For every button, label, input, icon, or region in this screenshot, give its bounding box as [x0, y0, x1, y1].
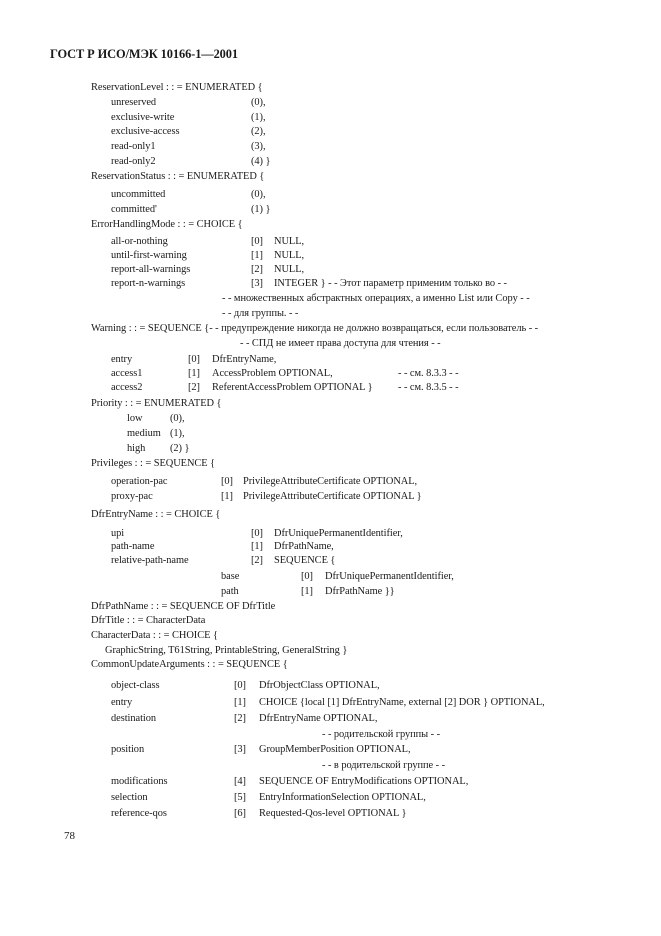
- text-line-31-col-0: relative-path-name: [111, 555, 189, 566]
- text-line-20-col-2: ReferentAccessProblem OPTIONAL }: [212, 382, 373, 393]
- text-line-0-col-0: ReservationLevel : : = ENUMERATED {: [91, 82, 263, 93]
- text-line-47-col-2: Requested-Qos-level OPTIONAL }: [259, 808, 407, 819]
- text-line-39-col-0: object-class: [111, 680, 160, 691]
- text-line-22-col-0: low: [127, 413, 143, 424]
- text-line-37-col-0: GraphicString, T61String, PrintableString, GeneralString }: [105, 645, 348, 656]
- text-line-43-col-1: [3]: [234, 744, 246, 755]
- text-line-10-col-2: NULL,: [274, 236, 305, 247]
- text-line-13-col-2: INTEGER } - - Этот параметр применим только во - -: [274, 278, 507, 289]
- page-number: 78: [64, 830, 75, 842]
- text-line-2-col-0: exclusive-write: [111, 112, 175, 123]
- text-line-13-col-0: report-n-warnings: [111, 278, 186, 289]
- text-line-29-col-2: DfrUniquePermanentIdentifier,: [274, 528, 403, 539]
- text-line-18-col-1: [0]: [188, 354, 200, 365]
- text-line-45-col-2: SEQUENCE OF EntryModifications OPTIONAL,: [259, 776, 469, 787]
- text-line-43-col-0: position: [111, 744, 145, 755]
- text-line-17-col-0: - - СПД не имеет права доступа для чтения - -: [240, 338, 441, 349]
- text-line-1-col-0: unreserved: [111, 97, 157, 108]
- text-line-30-col-1: [1]: [251, 541, 263, 552]
- text-line-18-col-0: entry: [111, 354, 133, 365]
- text-line-12-col-1: [2]: [251, 264, 263, 275]
- text-line-22-col-1: (0),: [170, 413, 185, 424]
- text-line-1-col-1: (0),: [251, 97, 266, 108]
- text-line-20-col-3: - - см. 8.3.5 - -: [398, 382, 459, 393]
- text-line-30-col-2: DfrPathName,: [274, 541, 334, 552]
- text-line-32-col-0: base: [221, 571, 240, 582]
- text-line-10-col-0: all-or-nothing: [111, 236, 168, 247]
- text-line-4-col-0: read-only1: [111, 141, 156, 152]
- text-line-28-col-0: DfrEntryName : : = CHOICE {: [91, 509, 221, 520]
- text-line-31-col-1: [2]: [251, 555, 263, 566]
- text-line-32-col-1: [0]: [301, 571, 313, 582]
- text-line-44-col-0: - - в родительской группе - -: [322, 760, 446, 771]
- text-line-35-col-0: DfrTitle : : = CharacterData: [91, 615, 206, 626]
- text-line-31-col-2: SEQUENCE {: [274, 555, 336, 566]
- text-line-26-col-2: PrivilegeAttributeCertificate OPTIONAL,: [243, 476, 418, 487]
- text-line-41-col-2: DfrEntryName OPTIONAL,: [259, 713, 378, 724]
- text-line-38-col-0: CommonUpdateArguments : : = SEQUENCE {: [91, 659, 288, 670]
- text-line-34-col-0: DfrPathName : : = SEQUENCE OF DfrTitle: [91, 601, 276, 612]
- text-line-13-col-1: [3]: [251, 278, 263, 289]
- text-line-46-col-2: EntryInformationSelection OPTIONAL,: [259, 792, 426, 803]
- text-line-12-col-2: NULL,: [274, 264, 305, 275]
- text-line-24-col-1: (2) }: [170, 443, 190, 454]
- text-line-33-col-0: path: [221, 586, 239, 597]
- text-line-32-col-2: DfrUniquePermanentIdentifier,: [325, 571, 454, 582]
- text-line-20-col-1: [2]: [188, 382, 200, 393]
- document-header: ГОСТ Р ИСО/МЭК 10166-1—2001: [50, 47, 238, 61]
- text-line-19-col-2: AccessProblem OPTIONAL,: [212, 368, 333, 379]
- text-line-15-col-0: - - для группы. - -: [222, 308, 299, 319]
- text-line-39-col-1: [0]: [234, 680, 246, 691]
- text-line-46-col-1: [5]: [234, 792, 246, 803]
- text-line-24-col-0: high: [127, 443, 146, 454]
- text-line-18-col-2: DfrEntryName,: [212, 354, 277, 365]
- text-line-29-col-1: [0]: [251, 528, 263, 539]
- text-line-3-col-1: (2),: [251, 126, 266, 137]
- text-line-40-col-0: entry: [111, 697, 133, 708]
- text-line-6-col-0: ReservationStatus : : = ENUMERATED {: [91, 171, 265, 182]
- text-line-42-col-0: - - родительской группы - -: [322, 729, 440, 740]
- text-line-33-col-1: [1]: [301, 586, 313, 597]
- text-line-19-col-3: - - см. 8.3.3 - -: [398, 368, 459, 379]
- text-line-9-col-0: ErrorHandlingMode : : = CHOICE {: [91, 219, 243, 230]
- text-line-26-col-0: operation-pac: [111, 476, 168, 487]
- text-line-5-col-0: read-only2: [111, 156, 156, 167]
- text-line-12-col-0: report-all-warnings: [111, 264, 191, 275]
- text-line-10-col-1: [0]: [251, 236, 263, 247]
- text-line-7-col-0: uncommitted: [111, 189, 166, 200]
- text-line-11-col-1: [1]: [251, 250, 263, 261]
- text-line-33-col-2: DfrPathName }}: [325, 586, 395, 597]
- text-line-39-col-2: DfrObjectClass OPTIONAL,: [259, 680, 380, 691]
- text-line-2-col-1: (1),: [251, 112, 266, 123]
- text-line-16-col-0: Warning : : = SEQUENCE {- - предупреждение никогда не должно возвращаться, если пользователь - -: [91, 323, 539, 334]
- text-line-23-col-1: (1),: [170, 428, 185, 439]
- text-line-46-col-0: selection: [111, 792, 148, 803]
- text-line-23-col-0: medium: [127, 428, 161, 439]
- text-line-43-col-2: GroupMemberPosition OPTIONAL,: [259, 744, 411, 755]
- text-line-19-col-0: access1: [111, 368, 143, 379]
- text-line-36-col-0: CharacterData : : = CHOICE {: [91, 630, 218, 641]
- text-line-41-col-0: destination: [111, 713, 157, 724]
- text-line-27-col-2: PrivilegeAttributeCertificate OPTIONAL }: [243, 491, 422, 502]
- text-line-5-col-1: (4) }: [251, 156, 271, 167]
- text-line-27-col-1: [1]: [221, 491, 233, 502]
- text-line-47-col-0: reference-qos: [111, 808, 167, 819]
- text-line-25-col-0: Privileges : : = SEQUENCE {: [91, 458, 216, 469]
- text-line-30-col-0: path-name: [111, 541, 155, 552]
- text-line-45-col-1: [4]: [234, 776, 246, 787]
- text-line-29-col-0: upi: [111, 528, 125, 539]
- text-line-45-col-0: modifications: [111, 776, 168, 787]
- text-line-40-col-2: CHOICE {local [1] DfrEntryName, external [2] DOR } OPTIONAL,: [259, 697, 545, 708]
- text-line-20-col-0: access2: [111, 382, 143, 393]
- text-line-3-col-0: exclusive-access: [111, 126, 180, 137]
- text-line-19-col-1: [1]: [188, 368, 200, 379]
- text-line-41-col-1: [2]: [234, 713, 246, 724]
- text-line-27-col-0: proxy-pac: [111, 491, 153, 502]
- text-line-47-col-1: [6]: [234, 808, 246, 819]
- text-line-11-col-0: until-first-warning: [111, 250, 187, 261]
- text-line-11-col-2: NULL,: [274, 250, 305, 261]
- text-line-14-col-0: - - множественных абстрактных операциях, а именно List или Copy - -: [222, 293, 530, 304]
- text-line-26-col-1: [0]: [221, 476, 233, 487]
- text-line-8-col-1: (1) }: [251, 204, 271, 215]
- text-line-4-col-1: (3),: [251, 141, 266, 152]
- text-line-7-col-1: (0),: [251, 189, 266, 200]
- text-line-8-col-0: committed': [111, 204, 157, 215]
- text-line-40-col-1: [1]: [234, 697, 246, 708]
- text-line-21-col-0: Priority : : = ENUMERATED {: [91, 398, 222, 409]
